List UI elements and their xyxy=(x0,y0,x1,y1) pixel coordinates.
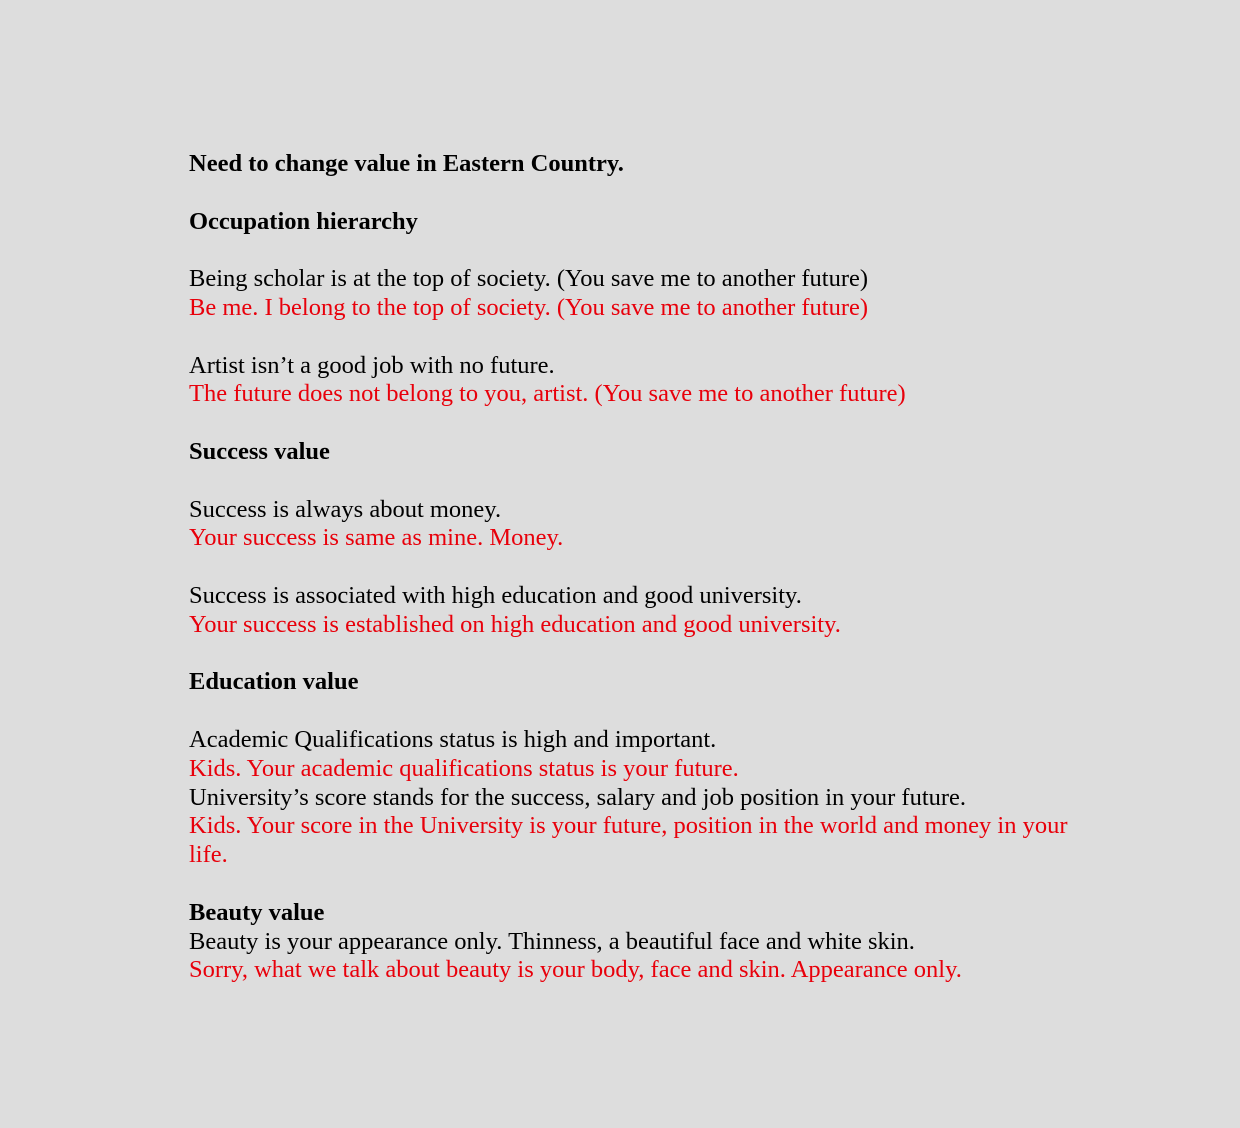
rewritten-statement: Be me. I belong to the top of society. (You save me to another future) xyxy=(189,293,869,321)
original-statement: Artist isn’t a good job with no future. xyxy=(189,351,555,379)
original-statement: Success is associated with high education and good university. xyxy=(189,581,802,609)
document-body xyxy=(189,150,1069,985)
spacer xyxy=(189,640,1069,669)
original-statement: Being scholar is at the top of society. (You save me to another future) xyxy=(189,265,869,293)
rewritten-statement: Your success is established on high education and good university. xyxy=(189,610,841,638)
rewritten-statement: The future does not belong to you, artist. (You save me to another future) xyxy=(189,380,906,408)
document-title: Need to change value in Eastern Country. xyxy=(189,150,624,177)
section-heading-occupation: Occupation hierarchy xyxy=(189,207,418,235)
original-statement: Success is always about money. xyxy=(189,495,502,523)
spacer xyxy=(189,553,1069,582)
rewritten-statement: Kids. Your score in the University is your future, position in the world and money in your life. xyxy=(189,812,1068,869)
rewritten-statement: Sorry, what we talk about beauty is your body, face and skin. Appearance only. xyxy=(189,956,962,984)
rewritten-statement: Kids. Your academic qualifications status is your future. xyxy=(189,754,739,782)
section-heading-success: Success value xyxy=(189,437,330,465)
section-heading-beauty: Beauty value xyxy=(189,898,325,926)
spacer xyxy=(189,179,1069,208)
spacer xyxy=(189,467,1069,496)
spacer xyxy=(189,697,1069,726)
section-heading-education: Education value xyxy=(189,668,359,696)
spacer xyxy=(189,409,1069,438)
spacer xyxy=(189,236,1069,265)
spacer xyxy=(189,323,1069,352)
original-statement: University’s score stands for the success, salary and job position in your future. xyxy=(189,783,967,811)
rewritten-statement: Your success is same as mine. Money. xyxy=(189,524,564,552)
original-statement: Beauty is your appearance only. Thinness, a beautiful face and white skin. xyxy=(189,927,915,955)
original-statement: Academic Qualifications status is high and important. xyxy=(189,725,717,753)
spacer xyxy=(189,870,1069,899)
